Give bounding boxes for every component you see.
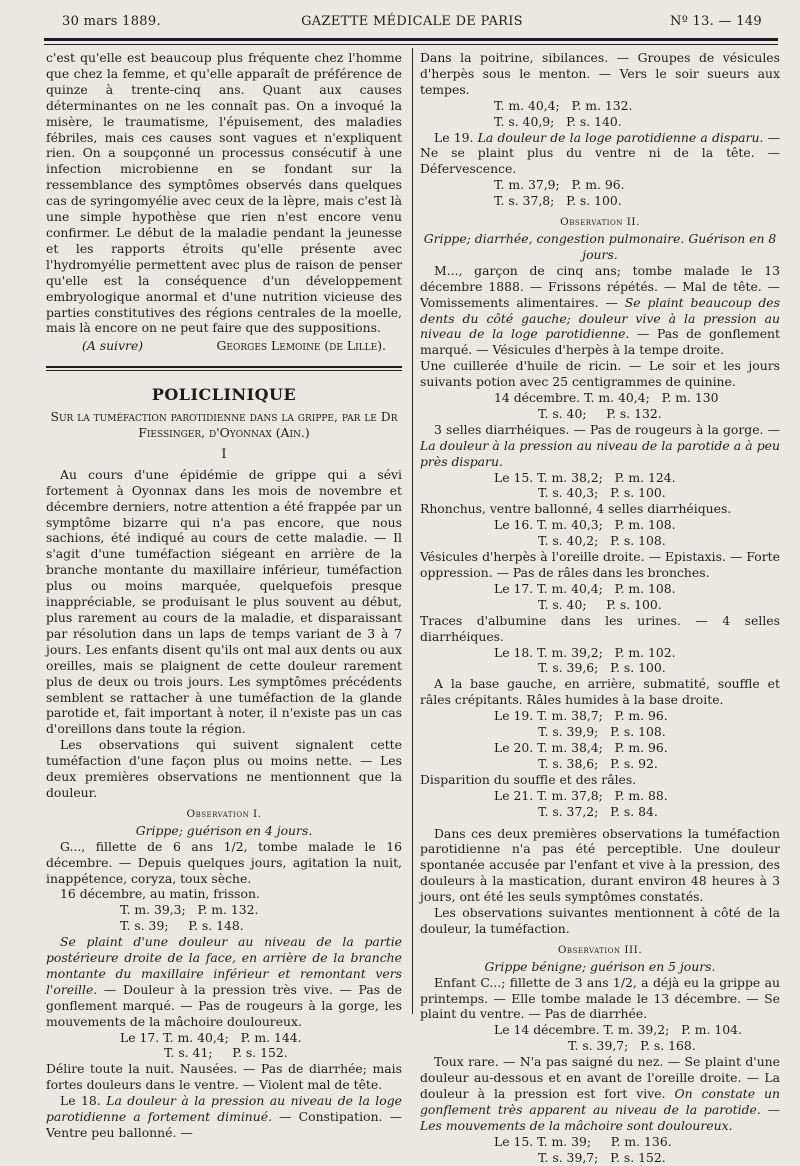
text: Le 19. — [434, 129, 478, 145]
vitals-line: T. s. 37,8; P. s. 100. — [494, 193, 622, 209]
vitals-line: Le 15. T. m. 39; P. m. 136. — [494, 1133, 672, 1149]
header-rule — [44, 38, 778, 41]
header-rule-thin — [44, 44, 778, 45]
paragraph: 16 décembre, au matin, frisson. — [60, 886, 260, 902]
paragraph: Enfant C...; fillette de 3 ans 1/2, a déjà eu la grippe au printemps. — Elle tombe malade le 13 décembre. — Se plaint du ventre. — Pas de diarrhée. — [420, 974, 780, 1022]
observation-title: Observation II. — [560, 216, 640, 229]
text: — Constipation. — Ventre peu ballonné. — — [46, 1109, 402, 1140]
paragraph: Les observations suivantes mentionnent à côté de la douleur, la tuméfaction. — [420, 905, 780, 936]
vitals-line: T. s. 39,7; P. s. 152. — [538, 1149, 666, 1165]
vitals-line: T. s. 40,9; P. s. 140. — [494, 113, 622, 129]
vitals-line: T. s. 39; P. s. 148. — [120, 918, 244, 934]
text: — Ne se plaint plus du ventre ni de la tête. — Défervescence. — [420, 129, 780, 177]
vitals-line: T. m. 37,9; P. m. 96. — [494, 177, 625, 193]
observation-title: Observation I. — [186, 807, 262, 820]
right-column — [420, 50, 780, 1166]
paragraph: Les observations qui suivent signalent cette tuméfaction d'une façon plus ou moins nette. — Les deux premières observations ne mentionnent que la douleur. — [46, 737, 402, 800]
vitals-line: T. s. 39,7; P. s. 168. — [568, 1038, 696, 1054]
italic-text: Se plaint beaucoup des dents du côté gauche; douleur vive à la pression au niveau de la loge parotidienne. — [420, 294, 780, 342]
observation-subtitle: Grippe bénigne; guérison en 5 jours. — [484, 958, 716, 974]
italic-text: La douleur à la pression au niveau de la parotide a à peu près disparu. — [420, 437, 780, 469]
vitals-line: T. s. 37,2; P. s. 84. — [538, 803, 658, 819]
vitals-line: 14 décembre. T. m. 40,4; P. m. 130 — [494, 390, 719, 406]
observation-subtitle: Grippe; diarrhée, congestion pulmonaire. Guérison en 8 jours. — [423, 230, 777, 262]
section-rule-thin — [46, 370, 402, 371]
paragraph — [420, 263, 780, 358]
paragraph: A la base gauche, en arrière, submatité, souffle et râles crépitants. Râles humides à la base droite. — [420, 676, 780, 708]
text: Le 18. — [60, 1093, 107, 1109]
author-name: Georges Lemoine (de Lille). — [216, 338, 386, 354]
vitals-line: T. s. 39,9; P. s. 108. — [538, 724, 666, 740]
paragraph — [420, 1054, 780, 1134]
text: 3 selles diarrhéiques. — Pas de rougeurs à la gorge. — — [434, 421, 780, 437]
vitals-line: T. s. 41; P. s. 152. — [164, 1045, 288, 1061]
vitals-line: Le 20. T. m. 38,4; P. m. 96. — [494, 739, 668, 755]
section-rule — [46, 366, 402, 368]
paragraph: Dans ces deux premières observations la tuméfaction parotidienne n'a pas été perceptible. Une douleur spontanée accusée par l'enfant et vive à la pression, des douleurs à la mastication, durant environ 48 heures à 3 jours, ont été les seuls symptômes constatés. — [420, 825, 780, 905]
paragraph: G..., fillette de 6 ans 1/2, tombe malade le 16 décembre. — Depuis quelques jours, agitation la nuit, inappétence, coryza, toux sèche. — [46, 838, 402, 886]
paragraph — [46, 934, 402, 1029]
vitals-line: Le 19. T. m. 38,7; P. m. 96. — [494, 708, 668, 724]
continued-paragraph: c'est qu'elle est beaucoup plus fréquente chez l'homme que chez la femme, et qu'elle apparaît de préférence de quinze à trente-cinq ans. Quant aux causes déterminantes on ne les connaît pas. On a invoqué la misère, le traumatisme, l'épuisement, des maladies fébriles, mais ces causes sont vagues et n'expliquent rien. On a soupçonné un processus consécutif à une infection microbienne en se fondant sur la ressemblance des symptômes observés dans quelques cas de syringomyélie avec ceux de la lèpre, mais c'est là une simple hypothèse que rien n'est encore venu confirmer. Le début de la maladie pendant la jeunesse et les rapports étroits qu'elle présente avec l'hydromyélie permettent avec plus de raison de penser qu'elle est la conséquence d'un développement embryologique anormal et d'une nutrition vicieuse des parties constitutives des régions centrales de la moelle, mais là encore on ne peut faire que des suppositions. — [46, 50, 402, 336]
text: M..., garçon de cinq ans; tombe malade le 13 décembre 1888. — Frissons répétés. — Mal de tête. — Vomissements alimentaires. — — [420, 262, 780, 310]
left-column — [46, 50, 402, 1141]
issue-date: 30 mars 1889. — [62, 14, 161, 29]
vitals-line: T. s. 39,6; P. s. 100. — [538, 660, 666, 676]
paragraph: Vésicules d'herpès à l'oreille droite. — Epistaxis. — Forte oppression. — Pas de râles dans les bronches. — [420, 549, 780, 580]
part-number: I — [221, 446, 227, 462]
vitals-line: Le 17. T. m. 40,4; P. m. 108. — [494, 580, 676, 596]
page-number: Nº 13. — 149 — [670, 14, 762, 29]
vitals-line: Le 14 décembre. T. m. 39,2; P. m. 104. — [494, 1022, 742, 1038]
paragraph — [46, 1093, 402, 1141]
column-separator — [412, 48, 413, 1014]
vitals-line: Le 21. T. m. 37,8; P. m. 88. — [494, 787, 668, 803]
section-title: POLICLINIQUE — [151, 385, 297, 405]
italic-text: La douleur de la loge parotidienne a disparu. — [477, 129, 764, 145]
text: Toux rare. — N'a pas saigné du nez. — Se plaint d'une douleur au-dessous et en avant de l'oreille droite. — La douleur à la pression est fort vive. — [420, 1054, 780, 1101]
paragraph — [420, 130, 780, 178]
vitals-line: Le 15. T. m. 38,2; P. m. 124. — [494, 469, 676, 485]
paragraph: Traces d'albumine dans les urines. — 4 selles diarrhéiques. — [420, 612, 780, 644]
paragraph: Disparition du souffle et des râles. — [420, 771, 637, 787]
vitals-line: T. m. 40,4; P. m. 132. — [494, 97, 633, 113]
vitals-line: T. m. 39,3; P. m. 132. — [120, 902, 259, 918]
article-signature — [46, 338, 402, 354]
vitals-line: T. s. 40,2; P. s. 108. — [538, 533, 666, 549]
observation-title: Observation III. — [557, 943, 643, 956]
italic-text: La douleur à la pression au niveau de la loge parotidienne a fortement diminué. — [46, 1093, 402, 1125]
paragraph: Dans la poitrine, sibilances. — Groupes de vésicules d'herpès sous le menton. — Vers le soir sueurs aux tempes. — [420, 50, 780, 97]
paragraph: Rhonchus, ventre ballonné, 4 selles diarrhéiques. — [420, 501, 732, 517]
vitals-line: Le 18. T. m. 39,2; P. m. 102. — [494, 644, 676, 660]
vitals-line: Le 17. T. m. 40,4; P. m. 144. — [120, 1029, 302, 1045]
text: — Pas de gonflement marqué. — Vésicules d'herpès à la tempe droite. — [420, 326, 780, 358]
paragraph: Au cours d'une épidémie de grippe qui a sévi fortement à Oyonnax dans les mois de novembre et décembre derniers, notre attention a été frappée par un symptôme bizarre qui n'a pas encore, que nous sachions, été indiqué au cours de cette maladie. — Il s'agit d'une tuméfaction siégeant en arrière de la branche montante du maxillaire inférieur, tuméfaction plus ou moins marquée, quelquefois presque inappréciable, se produisant le plus souvent au début, plus rarement au cours de la maladie, et disparaissant par résolution dans un laps de temps variant de 3 à 7 jours. Les enfants disent qu'ils ont mal aux dents ou aux oreilles, mais se plaignent de cette douleur rarement plus de deux ou trois jours. Les symptômes précédents semblent se rattacher à une tuméfaction de la glande parotide et, fait important à noter, il n'existe pas un cas d'oreillons dans toute la région. — [46, 466, 402, 737]
italic-text: On constate un gonflement très apparent au niveau de la parotide. — Les mouvements de la mâchoire sont douloureux. — [420, 1086, 780, 1133]
vitals-line: T. s. 40; P. s. 132. — [538, 405, 662, 421]
paragraph: Délire toute la nuit. Nausées. — Pas de diarrhée; mais fortes douleurs dans le ventre. — Violent mal de tête. — [46, 1061, 402, 1093]
vitals-line: T. s. 40; P. s. 100. — [538, 596, 662, 612]
vitals-line: Le 16. T. m. 40,3; P. m. 108. — [494, 517, 676, 533]
vitals-line: T. s. 40,3; P. s. 100. — [538, 485, 666, 501]
paragraph — [420, 422, 780, 470]
text: — Douleur à la pression très vive. — Pas de gonflement marqué. — Pas de rougeurs à la gorge, les mouvements de la mâchoire douloureux. — [46, 981, 402, 1029]
paragraph: Une cuillerée d'huile de ricin. — Le soir et les jours suivants potion avec 25 centigrammes de quinine. — [420, 358, 780, 390]
page-header — [62, 14, 762, 34]
article-title: Sur la tuméfaction parotidienne dans la grippe, par le Dr Fiessinger, d'Oyonnax (Ain.) — [50, 409, 398, 441]
journal-title: GAZETTE MÉDICALE DE PARIS — [301, 14, 523, 29]
italic-text: Se plaint d'une douleur au niveau de la partie postérieure droite de la face, en arrière de la branche montante du maxillaire inférieur et remontant vers l'oreille. — [46, 934, 402, 997]
observation-subtitle: Grippe; guérison en 4 jours. — [135, 822, 313, 838]
vitals-line: T. s. 38,6; P. s. 92. — [538, 755, 658, 771]
to-be-continued: (A suivre) — [82, 338, 144, 354]
